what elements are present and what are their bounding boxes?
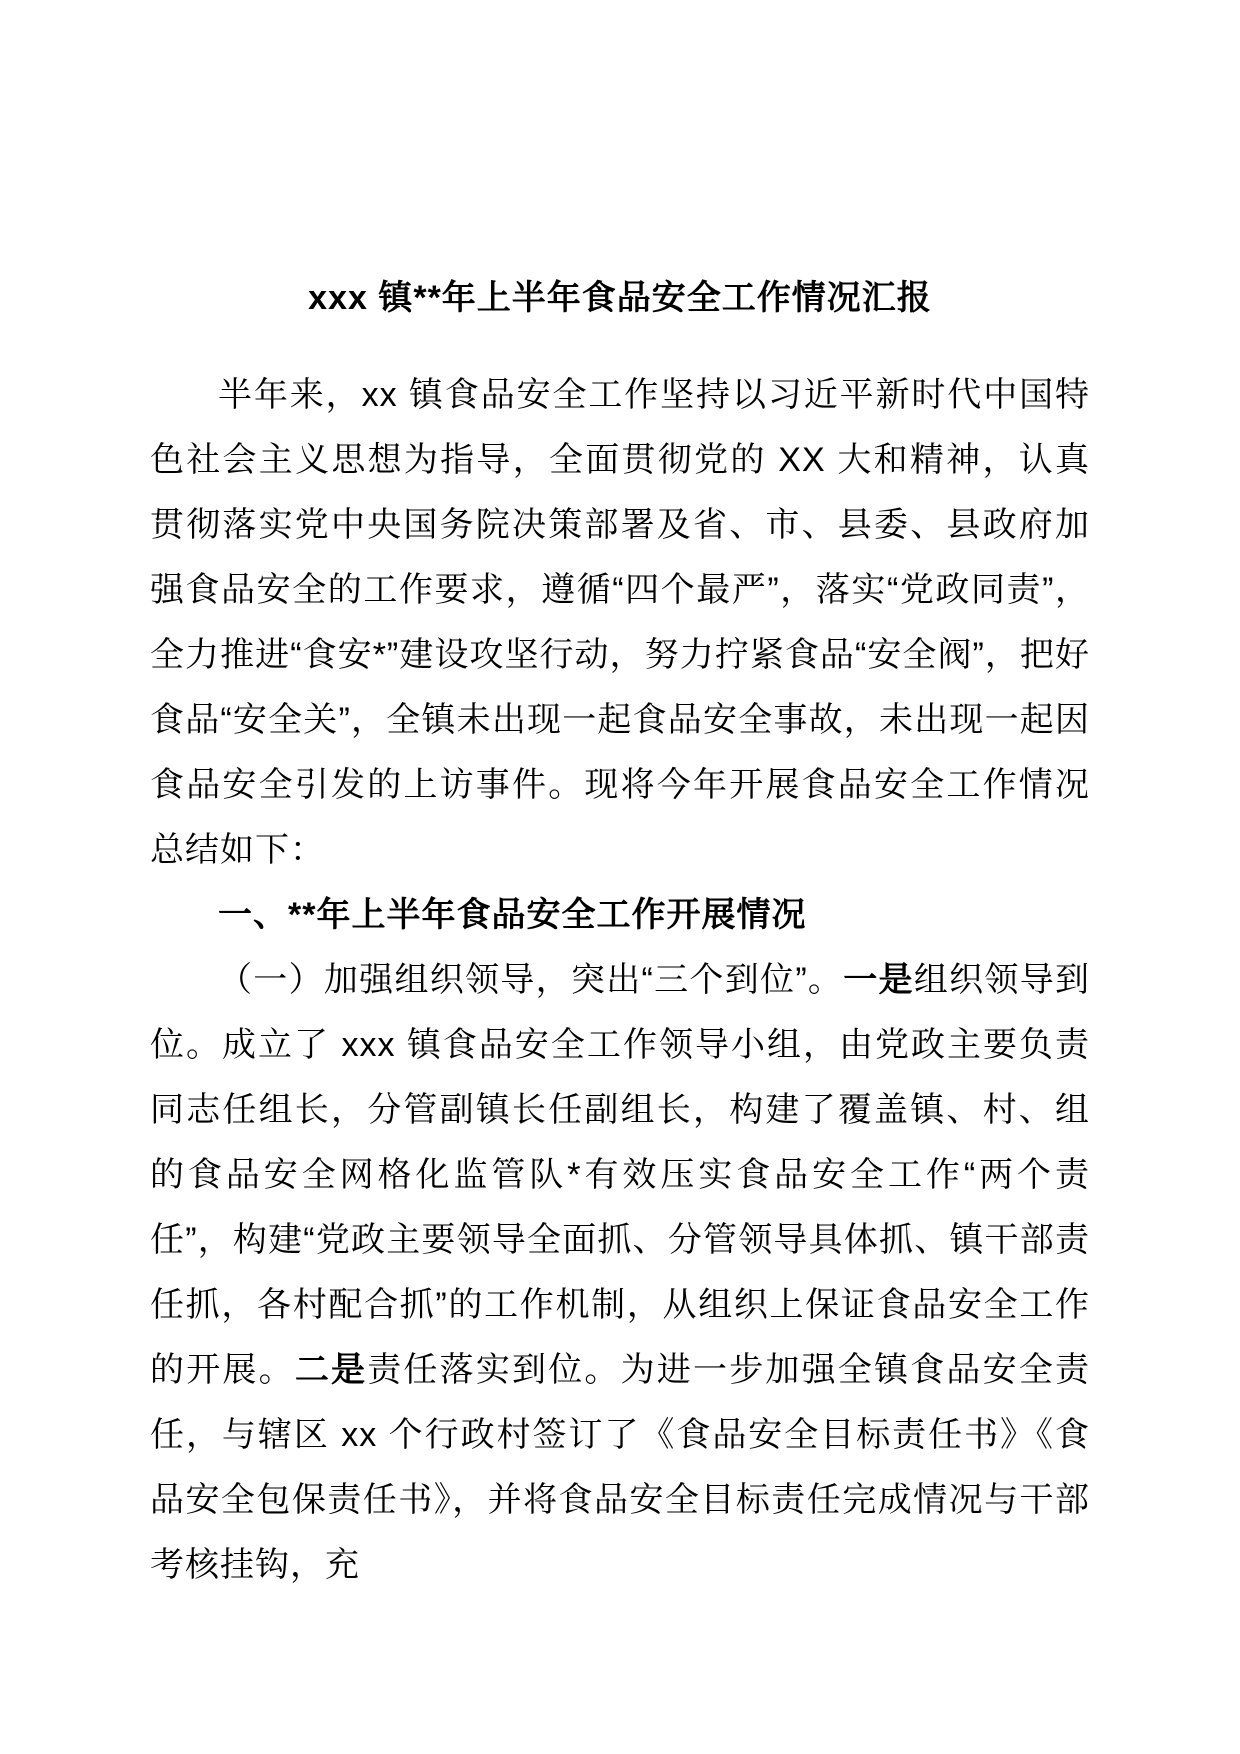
intro-paragraph: 半年来，xx 镇食品安全工作坚持以习近平新时代中国特色社会主义思想为指导，全面贯彻党的 XX 大和精神，认真贯彻落实党中央国务院决策部署及省、市、县委、县政府加强食品安全的工作要求，遵循“四个最严”，落实“党政同责”，全力推进“食安*”建设攻坚行动，努力拧紧食品“安全阀”，把好食品“安全关”，全镇未出现一起食品安全事故，未出现一起因食品安全引发的上访事件。现将今年开展食品安全工作情况总结如下： [150, 376, 1090, 869]
bold-text-run: 二是 [294, 1351, 368, 1389]
text-run: （一）加强组织领导，突出“三个到位”。 [218, 961, 844, 999]
document-title: xxx 镇**年上半年食品安全工作情况汇报 [308, 279, 932, 317]
text-run: 组织领导到位。成立了 xxx 镇食品安全工作领导小组，由党政主要负责同志任组长，分管副镇长任副组长，构建了覆盖镇、村、组的食品安全网格化监管队*有效压实食品安全工作“两个责任”，构建“党政主要领导全面抓、分管领导具体抓、镇干部责任抓，各村配合抓”的工作机制，从组织上保证食品安全工作的开展。 [150, 961, 1091, 1389]
section-heading: 一、**年上半年食品安全工作开展情况 [218, 896, 807, 934]
bold-text-run: 一是 [843, 961, 914, 999]
body-paragraph [150, 948, 1090, 1598]
text-run: 责任落实到位。为进一步加强全镇食品安全责任，与辖区 xx 个行政村签订了《食品安全目标责任书》《食品安全包保责任书》，并将食品安全目标责任完成情况与干部考核挂钩，充 [150, 1351, 1091, 1584]
